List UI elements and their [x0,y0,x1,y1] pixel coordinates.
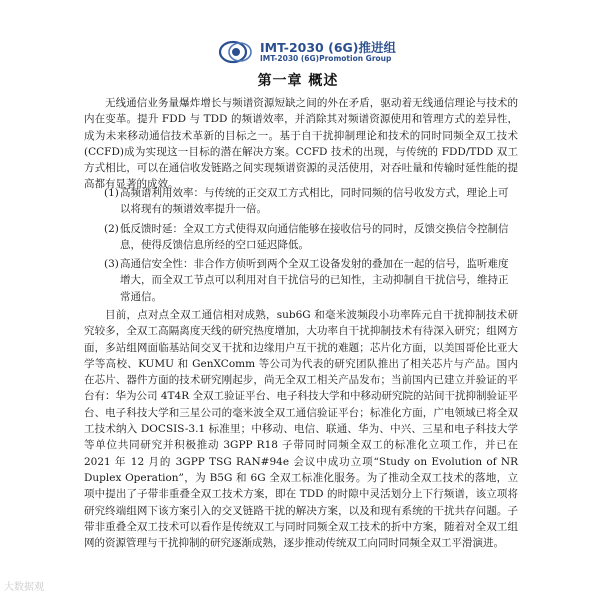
list-item-number: (1) [104,187,119,199]
intro-paragraph: 无线通信业务量爆炸增长与频谱资源短缺之间的外在矛盾，驱动着无线通信理论与技术的内在变革。提升 FDD 与 TDD 的频谱效率，并消除其对频谱资源使用和管理方式的差异性，成为未来移动通信技术革新的目标之一。基于自干扰抑制理论和技术的同时同频全双工技术(CCFD)成为实现这一目标的潜在解决方案。CCFD 技术的出现，与传统的 FDD/TDD 双工方式相比，可以在通信收发链路之间实现频谱资源的灵活使用，对吞吐量和传输时延性能的提高都有显著的成效。 [84,97,518,191]
list-item-number: (3) [104,258,119,270]
list-item [104,221,518,254]
watermark: 大数据观 [4,582,44,593]
body-paragraph: 目前，点对点全双工通信相对成熟，sub6G 和毫米波频段小功率阵元自干扰抑制技术研究较多，全双工高隔离度天线的研究热度增加，大功率自干扰抑制技术有待深入研究；组网方面，多站组网面临基站间交叉干扰和边缘用户互干扰的难题；芯片化方面，以美国哥伦比亚大学等高校、KUMU 和 GenXComm 等公司为代表的研究团队推出了相关芯片与产品。国内在芯片、器件方面的技术研究刚起步，尚无全双工相关产品发布；当前国内已建立并验证的平台有：华为公司 4T4R 全双工验证平台、电子科技大学和中移动研究院的站间干扰抑制验证平台、电子科技大学和三星公司的毫米波全双工通信验证平台；标准化方面，广电领域已将全双工技术纳入 DOCSIS-3.1 标准里；中移动、电信、联通、华为、中兴、三星和电子科技大学等单位共同研究并积极推动 3GPP R18 子带同时同频全双工的标准化立项工作，并已在 2021 年 12 月的 3GPP TSG RAN#94e 会议中成功立项“Study on Evolution of NR Duplex Operation”，为 B5G 和 6G 全双工标准化服务。为了推动全双工技术的落地，立项中提出了子带非重叠全双工技术方案，即在 TDD 的时隙中灵活划分上下行频谱，该立项将研究终端组网下该方案引入的交叉链路干扰的解决方案，以及和现有系统的干扰共存问题。子带非重叠全双工技术可以看作是传统双工与同时同频全双工技术的折中方案，随着对全双工组网的资源管理与干扰抑制的研究逐渐成熟，逐步推动传统双工向同时同频全双工平滑演进。 [84,309,518,550]
list-item-number: (2) [104,223,119,235]
org-name: IMT-2030 (6G)推进组 [260,40,396,55]
list-item [104,185,518,218]
page-header [218,38,418,68]
org-name-en: IMT-2030 (6G)Promotion Group [260,54,392,63]
list-item-text: 高频谱利用效率：与传统的正交双工方式相比，同时同频的信号收发方式，理论上可以将现有的频谱效率提升一倍。 [120,187,509,216]
list-item [104,256,518,305]
list-item-text: 低反馈时延：全双工方式使得双向通信能够在接收信号的同时，反馈交换信令控制信息，使得反馈信息所经的空口延迟降低。 [120,223,509,252]
chapter-title: 第一章 概述 [257,73,339,89]
list-item-text: 高通信安全性：非合作方侦听到两个全双工设备发射的叠加在一起的信号，监听难度增大，而全双工节点可以利用对自干扰信号的已知性，主动抑制自干扰信号，维持正常通信。 [120,258,509,303]
imt2030-logo-icon [218,38,256,66]
